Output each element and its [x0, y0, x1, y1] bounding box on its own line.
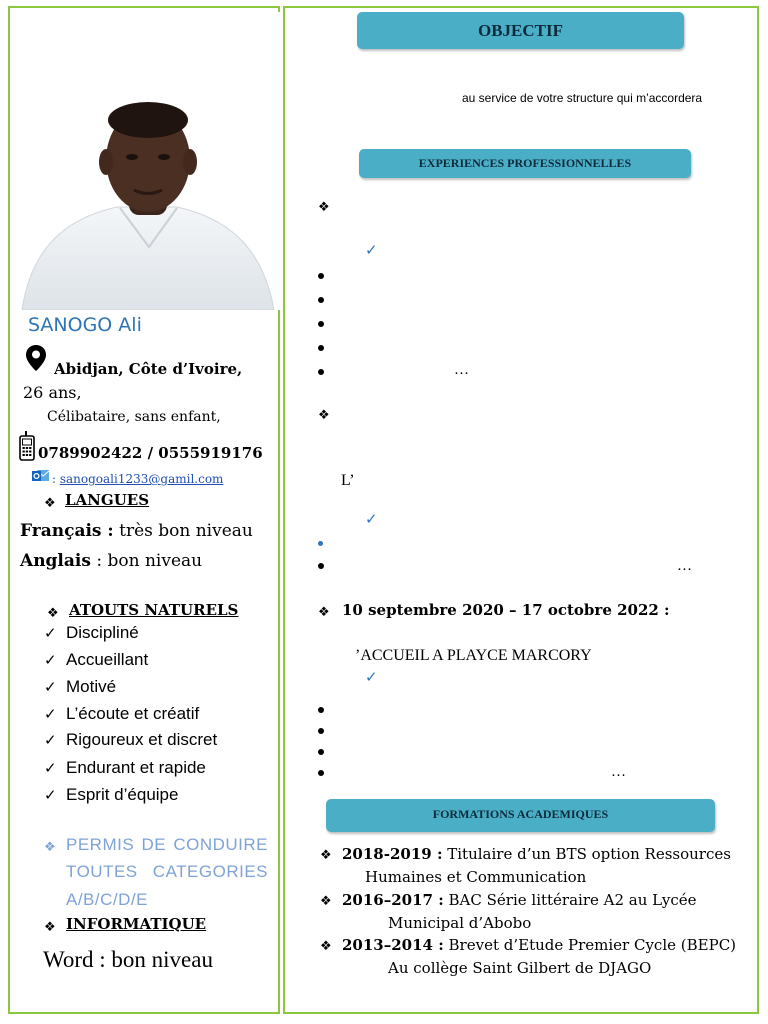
atout-item: ✓ Esprit d’équipe [44, 785, 179, 804]
formation-line: 2016–2017 : BAC Série littéraire A2 au Lycée [342, 891, 697, 909]
formation-line: Municipal d’Abobo [388, 914, 532, 932]
langue-name: Français : [20, 521, 114, 541]
langue-francais [20, 521, 253, 541]
checkmark-icon: ✓ [44, 651, 57, 669]
checkmark-icon: ✓ [44, 624, 57, 642]
objectif-banner [357, 12, 684, 49]
checkmark-icon: ✓ [44, 786, 57, 804]
experience-company: ’ACCUEIL A PLAYCE MARCORY [355, 647, 592, 664]
list-bullet [318, 541, 323, 546]
marital-status-text: Célibataire, sans enfant, [47, 409, 221, 425]
checkmark-icon: ✓ [44, 759, 57, 777]
word-skill: Word : bon niveau [43, 947, 213, 972]
formation-line: Humaines et Communication [365, 868, 587, 886]
atout-item: ✓ Discipliné [44, 623, 139, 642]
list-bullet [318, 273, 324, 279]
candidate-name: SANOGO Ali [28, 314, 142, 336]
profile-photo [12, 12, 280, 310]
experiences-banner [359, 149, 691, 178]
checkmark-icon: ✓ [44, 731, 57, 749]
location-pin-icon [25, 344, 47, 377]
ellipsis: … [611, 764, 626, 780]
permis-line-2: TOUTES CATEGORIES [66, 862, 268, 881]
email-link[interactable]: sanogoali1233@gamil.com [59, 472, 224, 486]
langue-level: très bon niveau [113, 521, 253, 541]
text-fragment: L’ [341, 472, 355, 489]
permis-line-3: A/B/C/D/E [66, 890, 148, 909]
langue-anglais [20, 551, 202, 571]
outlook-mail-icon [32, 468, 50, 489]
atout-item: ✓ Accueillant [44, 650, 149, 669]
langue-level: : bon niveau [90, 551, 203, 571]
list-bullet [318, 728, 324, 734]
permis-line-1: PERMIS DE CONDUIRE [66, 835, 268, 854]
langues-heading: LANGUES [65, 491, 150, 509]
diamond-bullet-icon: ❖ [320, 847, 332, 862]
checkmark-icon: ✓ [365, 241, 378, 259]
list-bullet [318, 297, 324, 303]
formation-line: Au collège Saint Gilbert de DJAGO [388, 959, 652, 977]
ellipsis: … [677, 558, 692, 574]
informatique-heading: INFORMATIQUE [66, 915, 207, 933]
diamond-bullet-icon: ❖ [318, 199, 330, 214]
diamond-bullet-icon: ❖ [320, 938, 332, 953]
objectif-heading: OBJECTIF [477, 21, 564, 40]
atout-item: ✓ L’écoute et créatif [44, 704, 200, 723]
ellipsis: … [454, 362, 469, 378]
atouts-heading: ATOUTS NATURELS [69, 601, 239, 619]
formation-line: 2013–2014 : Brevet d’Etude Premier Cycle (BEPC) [342, 936, 737, 954]
diamond-bullet-icon: ❖ [44, 919, 56, 934]
objectif-text: au service de votre structure qui m’accordera [462, 91, 703, 105]
list-bullet [318, 563, 324, 569]
atout-item: ✓ Endurant et rapide [44, 758, 206, 777]
list-bullet [318, 770, 324, 776]
diamond-bullet-icon: ❖ [320, 893, 332, 908]
checkmark-icon: ✓ [365, 668, 378, 686]
formation-line: 2018-2019 : Titulaire d’un BTS option Ressources [342, 845, 731, 863]
list-bullet [318, 321, 324, 327]
diamond-bullet-icon: ❖ [318, 407, 330, 422]
list-bullet [318, 749, 324, 755]
experience-period: 10 septembre 2020 – 17 octobre 2022 : [342, 601, 670, 619]
mobile-phone-icon [19, 431, 35, 466]
checkmark-icon: ✓ [365, 510, 378, 528]
phone-numbers: 0789902422 / 0555919176 [38, 444, 263, 462]
formations-heading: FORMATIONS ACADEMIQUES [432, 807, 609, 821]
formations-banner [326, 799, 715, 832]
checkmark-icon: ✓ [44, 678, 57, 696]
diamond-bullet-icon: ❖ [47, 605, 59, 620]
langue-name: Anglais [20, 551, 91, 571]
list-bullet [318, 369, 324, 375]
email-line [52, 472, 223, 486]
diamond-bullet-icon: ❖ [44, 495, 56, 510]
email-prefix: : [52, 472, 60, 486]
list-bullet [318, 345, 324, 351]
atout-item: ✓ Rigoureux et discret [44, 730, 218, 749]
atout-item: ✓ Motivé [44, 677, 117, 696]
age-text: 26 ans, [23, 383, 82, 402]
list-bullet [318, 707, 324, 713]
diamond-bullet-icon: ❖ [44, 839, 56, 854]
location-text: Abidjan, Côte d’Ivoire, [54, 360, 243, 378]
experiences-heading: EXPERIENCES PROFESSIONNELLES [418, 156, 632, 170]
diamond-bullet-icon: ❖ [318, 604, 330, 619]
checkmark-icon: ✓ [44, 705, 57, 723]
